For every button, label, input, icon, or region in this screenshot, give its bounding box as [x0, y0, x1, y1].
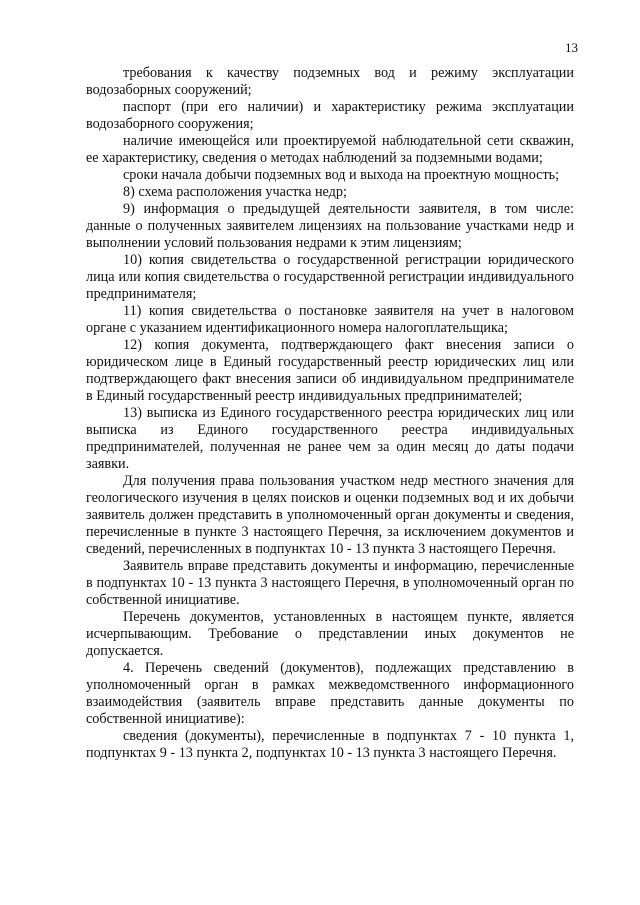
paragraph-exhaustive-list: Перечень документов, установленных в настоящем пункте, является исчерпывающим. Требование о представлении иных документов не допускается. — [86, 609, 574, 659]
paragraph-local-site-rights: Для получения права пользования участком недр местного значения для геологического изучения в целях поисков и оценки подземных вод и их добычи заявитель должен представить в уполномоченный орган документы и сведения, перечисленные в пункте 3 настоящего Перечня, за исключением документов и сведений, перечисленных в подпунктах 10 - 13 пункта 3 настоящего Перечня. — [86, 473, 574, 557]
paragraph-production-start-dates: сроки начала добычи подземных вод и выхода на проектную мощность; — [123, 167, 560, 183]
section-4-interagency-documents: 4. Перечень сведений (документов), подлежащих представлению в уполномоченный орган в рамках межведомственного информационного взаимодействия (заявитель вправе представить данные документы по собственной инициативе): — [86, 660, 574, 727]
list-item-8-site-scheme: 8) схема расположения участка недр; — [123, 184, 347, 200]
list-item-11-tax-registration: 11) копия свидетельства о постановке заявителя на учет в налоговом органе с указанием идентификационного номера налогоплательщика; — [86, 303, 574, 336]
page-number: 13 — [565, 40, 578, 55]
paragraph-water-intake-passport: паспорт (при его наличии) и характеристику режима эксплуатации водозаборного сооружения; — [86, 99, 574, 132]
list-item-10-registration-certificate: 10) копия свидетельства о государственной регистрации юридического лица или копия свидетельства о государственной регистрации индивидуального предпринимателя; — [86, 252, 574, 302]
document-body — [86, 65, 574, 762]
list-item-9-previous-activity: 9) информация о предыдущей деятельности заявителя, в том числе: данные о полученных заявителем лицензиях на пользование участками недр и выполнении условий пользования недрами к этим лицензиям; — [86, 201, 574, 251]
list-item-13-register-extract: 13) выписка из Единого государственного реестра юридических лиц или выписка из Единого государственного реестра индивидуальных предпринимателей, полученная не ранее чем за один месяц до даты подачи заявки. — [86, 405, 574, 472]
paragraph-listed-documents: сведения (документы), перечисленные в подпунктах 7 - 10 пункта 1, подпунктах 9 - 13 пункта 2, подпунктах 10 - 13 пункта 3 настоящего Перечня. — [86, 728, 574, 761]
list-item-12-register-entry-document: 12) копия документа, подтверждающего факт внесения записи о юридическом лице в Единый государственный реестр юридических лиц или подтверждающего факт внесения записи об индивидуальном предпринимателе в Единый государственный реестр индивидуальных предпринимателей; — [86, 337, 574, 404]
paragraph-water-quality-requirements: требования к качеству подземных вод и режиму эксплуатации водозаборных сооружений; — [86, 65, 574, 98]
paragraph-applicant-right-to-submit: Заявитель вправе представить документы и информацию, перечисленные в подпунктах 10 - 13 пункта 3 настоящего Перечня, в уполномоченный орган по собственной инициативе. — [86, 558, 574, 608]
paragraph-observation-network: наличие имеющейся или проектируемой наблюдательной сети скважин, ее характеристику, сведения о методах наблюдений за подземными водами; — [86, 133, 574, 166]
